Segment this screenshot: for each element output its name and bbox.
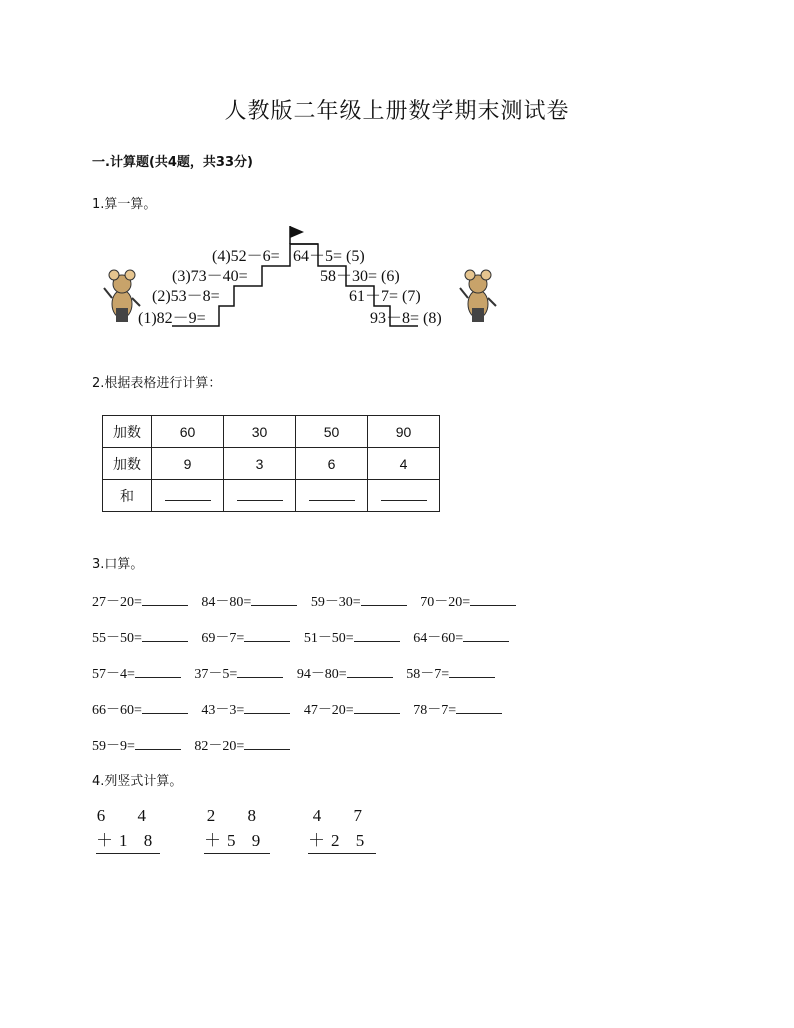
vertical-addition: [96, 806, 160, 854]
expression: 82－20=: [194, 739, 245, 754]
answer-blank[interactable]: [152, 480, 224, 512]
expression: 27－20=: [92, 595, 142, 610]
vertical-addition: [204, 806, 270, 854]
left-step-4: (4)52－6=: [212, 248, 280, 265]
mental-math-row: [92, 663, 505, 683]
answer-blank[interactable]: [463, 629, 509, 642]
addend-bottom: ＋1 8: [96, 826, 160, 854]
answer-blank[interactable]: [456, 701, 502, 714]
left-step-3: (3)73－40=: [172, 268, 248, 285]
answer-blank[interactable]: [361, 593, 407, 606]
mouse-mascot-left-icon: [104, 270, 140, 322]
addend-bottom: ＋2 5: [308, 826, 376, 854]
answer-blank[interactable]: [470, 593, 516, 606]
answer-blank[interactable]: [142, 701, 188, 714]
right-step-5: 64－5= (5): [293, 248, 365, 265]
answer-blank[interactable]: [296, 480, 368, 512]
answer-blank[interactable]: [244, 737, 290, 750]
expression: 94－80=: [296, 667, 347, 682]
expression: 64－60=: [413, 631, 464, 646]
left-step-2: (2)53－8=: [152, 288, 220, 305]
addend-bottom: ＋5 9: [204, 826, 270, 854]
left-step-1: (1)82－9=: [138, 310, 206, 327]
answer-blank[interactable]: [237, 665, 283, 678]
right-step-8: 93－8= (8): [370, 310, 442, 327]
table-cell: 90: [368, 416, 440, 448]
answer-blank[interactable]: [347, 665, 393, 678]
addend-top: 4 7: [312, 806, 376, 825]
vertical-addition: [308, 806, 376, 854]
table-row: [103, 448, 440, 480]
right-step-6: 58－30= (6): [320, 268, 400, 285]
section-heading: 一.计算题(共4题，共33分): [92, 155, 253, 170]
right-step-7: 61－7= (7): [349, 288, 421, 305]
answer-blank[interactable]: [142, 593, 188, 606]
expression: 58－7=: [406, 667, 450, 682]
expression: 84－80=: [201, 595, 252, 610]
expression: 59－9=: [92, 739, 135, 754]
addition-table: [102, 415, 440, 512]
table-cell: 50: [296, 416, 368, 448]
table-row: [103, 480, 440, 512]
mental-math-row: [92, 699, 512, 719]
answer-blank[interactable]: [354, 629, 400, 642]
table-cell: 30: [224, 416, 296, 448]
row-header: 加数: [103, 416, 152, 448]
flag-icon: [290, 226, 304, 244]
row-header: 和: [103, 480, 152, 512]
table-cell: 3: [224, 448, 296, 480]
q3-label: 3.口算。: [92, 557, 144, 572]
table-row: [103, 416, 440, 448]
expression: 37－5=: [194, 667, 238, 682]
expression: 47－20=: [303, 703, 354, 718]
addend-top: 6 4: [96, 806, 160, 825]
answer-blank[interactable]: [251, 593, 297, 606]
expression: 51－50=: [303, 631, 354, 646]
answer-blank[interactable]: [244, 629, 290, 642]
table-cell: 6: [296, 448, 368, 480]
table-cell: 9: [152, 448, 224, 480]
answer-blank[interactable]: [354, 701, 400, 714]
expression: 69－7=: [201, 631, 245, 646]
answer-blank[interactable]: [142, 629, 188, 642]
answer-blank[interactable]: [449, 665, 495, 678]
mouse-mascot-right-icon: [460, 270, 496, 322]
expression: 55－50=: [92, 631, 142, 646]
q2-label: 2.根据表格进行计算：: [92, 376, 222, 391]
expression: 70－20=: [420, 595, 471, 610]
expression: 66－60=: [92, 703, 142, 718]
mental-math-row: [92, 627, 519, 647]
q4-label: 4.列竖式计算。: [92, 774, 183, 789]
answer-blank[interactable]: [135, 737, 181, 750]
answer-blank[interactable]: [135, 665, 181, 678]
table-cell: 60: [152, 416, 224, 448]
table-cell: 4: [368, 448, 440, 480]
mental-math-row: [92, 591, 526, 611]
q1-label: 1.算一算。: [92, 197, 157, 212]
page-title: 人教版二年级上册数学期末测试卷: [224, 99, 570, 124]
answer-blank[interactable]: [224, 480, 296, 512]
staircase-diagram: [100, 222, 500, 337]
mental-math-row: [92, 735, 300, 755]
expression: 43－3=: [201, 703, 245, 718]
expression: 78－7=: [413, 703, 457, 718]
answer-blank[interactable]: [368, 480, 440, 512]
expression: 57－4=: [92, 667, 135, 682]
addend-top: 2 8: [206, 806, 270, 825]
expression: 59－30=: [310, 595, 361, 610]
answer-blank[interactable]: [244, 701, 290, 714]
row-header: 加数: [103, 448, 152, 480]
